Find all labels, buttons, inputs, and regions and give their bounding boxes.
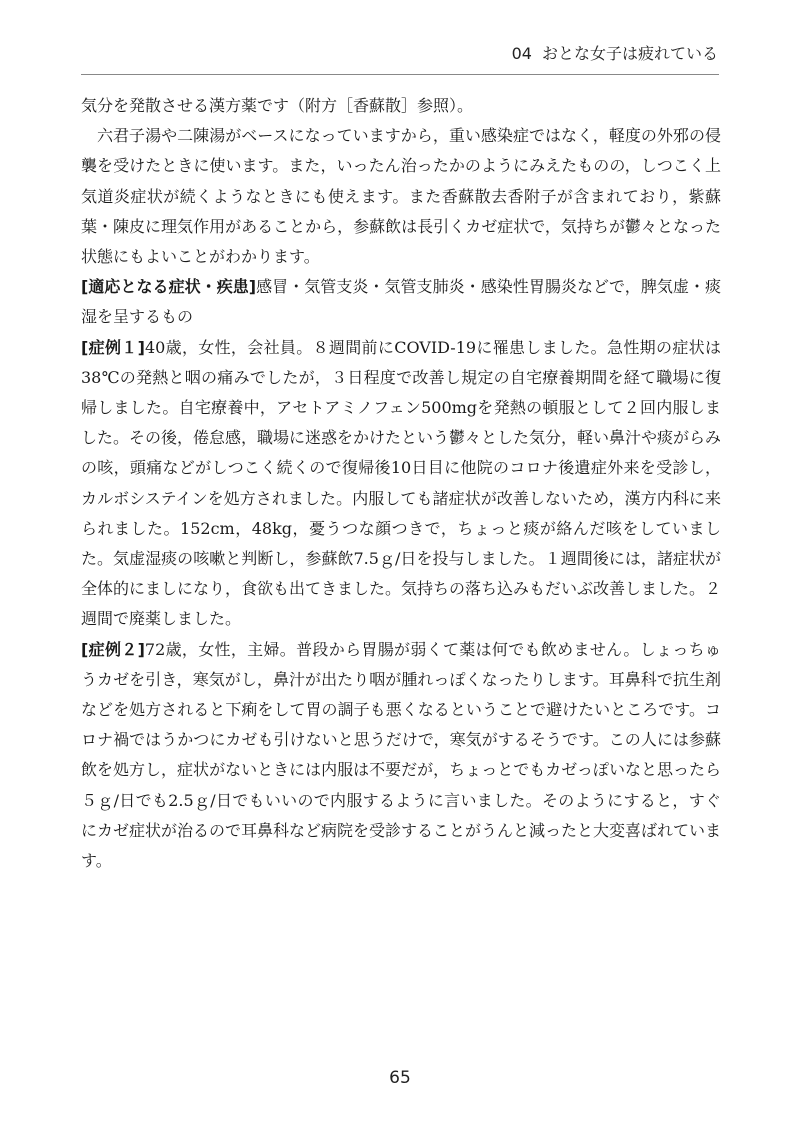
case-1-paragraph: [81, 333, 721, 635]
page-number: 65: [389, 1068, 411, 1088]
body-text: [81, 91, 721, 876]
running-header: [512, 43, 718, 65]
indications-text: 感冒・気管支炎・気管支肺炎・感染性胃腸炎などで，脾気虚・痰湿を呈するもの: [81, 277, 721, 327]
case-2-label: [症例２]: [81, 639, 145, 659]
chapter-title: おとな女子は疲れている: [541, 44, 718, 63]
chapter-number: 04: [511, 44, 532, 63]
case-1-text: 40歳，女性，会社員。８週間前にCOVID-19に罹患しました。急性期の症状は38℃の発熱と咽の痛みでしたが，３日程度で改善し規定の自宅療養期間を経て職場に復帰しました。自宅療養中，アセトアミノフェン500mgを発熱の頓服として２回内服しました。その後，倦怠感，職場に迷惑をかけたという鬱々とした気分，軽い鼻汁や痰がらみの咳，頭痛などがしつこく続くので復帰後10日目に他院のコロナ後遺症外来を受診し，カルボシステインを処方されました。内服しても諸症状が改善しないため，漢方内科に来られました。152cm，48kg，憂うつな顔つきで，ちょっと痰が絡んだ咳をしていました。気虚湿痰の咳嗽と判断し，参蘇飲7.5ｇ/日を投与しました。１週間後には，諸症状が全体的にましになり，食欲も出てきました。気持ちの落ち込みもだいぶ改善しました。２週間で廃薬しました。: [81, 337, 722, 629]
paragraph-continuation: 気分を発散させる漢方薬です（附方［香蘇散］参照）。: [81, 96, 474, 115]
case-2-paragraph: [81, 635, 721, 877]
case-1-label: [症例１]: [81, 337, 145, 357]
indications-paragraph: [81, 272, 721, 332]
indications-label: [適応となる症状・疾患]: [81, 277, 257, 297]
header-rule: [81, 74, 719, 75]
case-2-text: 72歳，女性，主婦。普段から胃腸が弱くて薬は何でも飲めません。しょっちゅうカゼを引き，寒気がし，鼻汁が出たり咽が腫れっぽくなったりします。耳鼻科で抗生剤などを処方されると下痢をして胃の調子も悪くなるということで避けたいところです。コロナ禍ではうかつにカゼも引けないと思うだけで，寒気がするそうです。この人には参蘇飲を処方し，症状がないときには内服は不要だが，ちょっとでもカゼっぽいなと思ったら５ｇ/日でも2.5ｇ/日でもいいので内服するように言いました。そのようにすると，すぐにカゼ症状が治るので耳鼻科など病院を受診することがうんと減ったと大変喜ばれています。: [81, 639, 722, 871]
paragraph-main: 六君子湯や二陳湯がベースになっていますから，重い感染症ではなく，軽度の外邪の侵襲を受けたときに使います。また，いったん治ったかのようにみえたものの，しつこく上気道炎症状が続くようなときにも使えます。また香蘇散去香附子が含まれており，紫蘇葉・陳皮に理気作用があることから，参蘇飲は長引くカゼ症状で，気持ちが鬱々となった状態にもよいことがわかります。: [81, 126, 721, 267]
